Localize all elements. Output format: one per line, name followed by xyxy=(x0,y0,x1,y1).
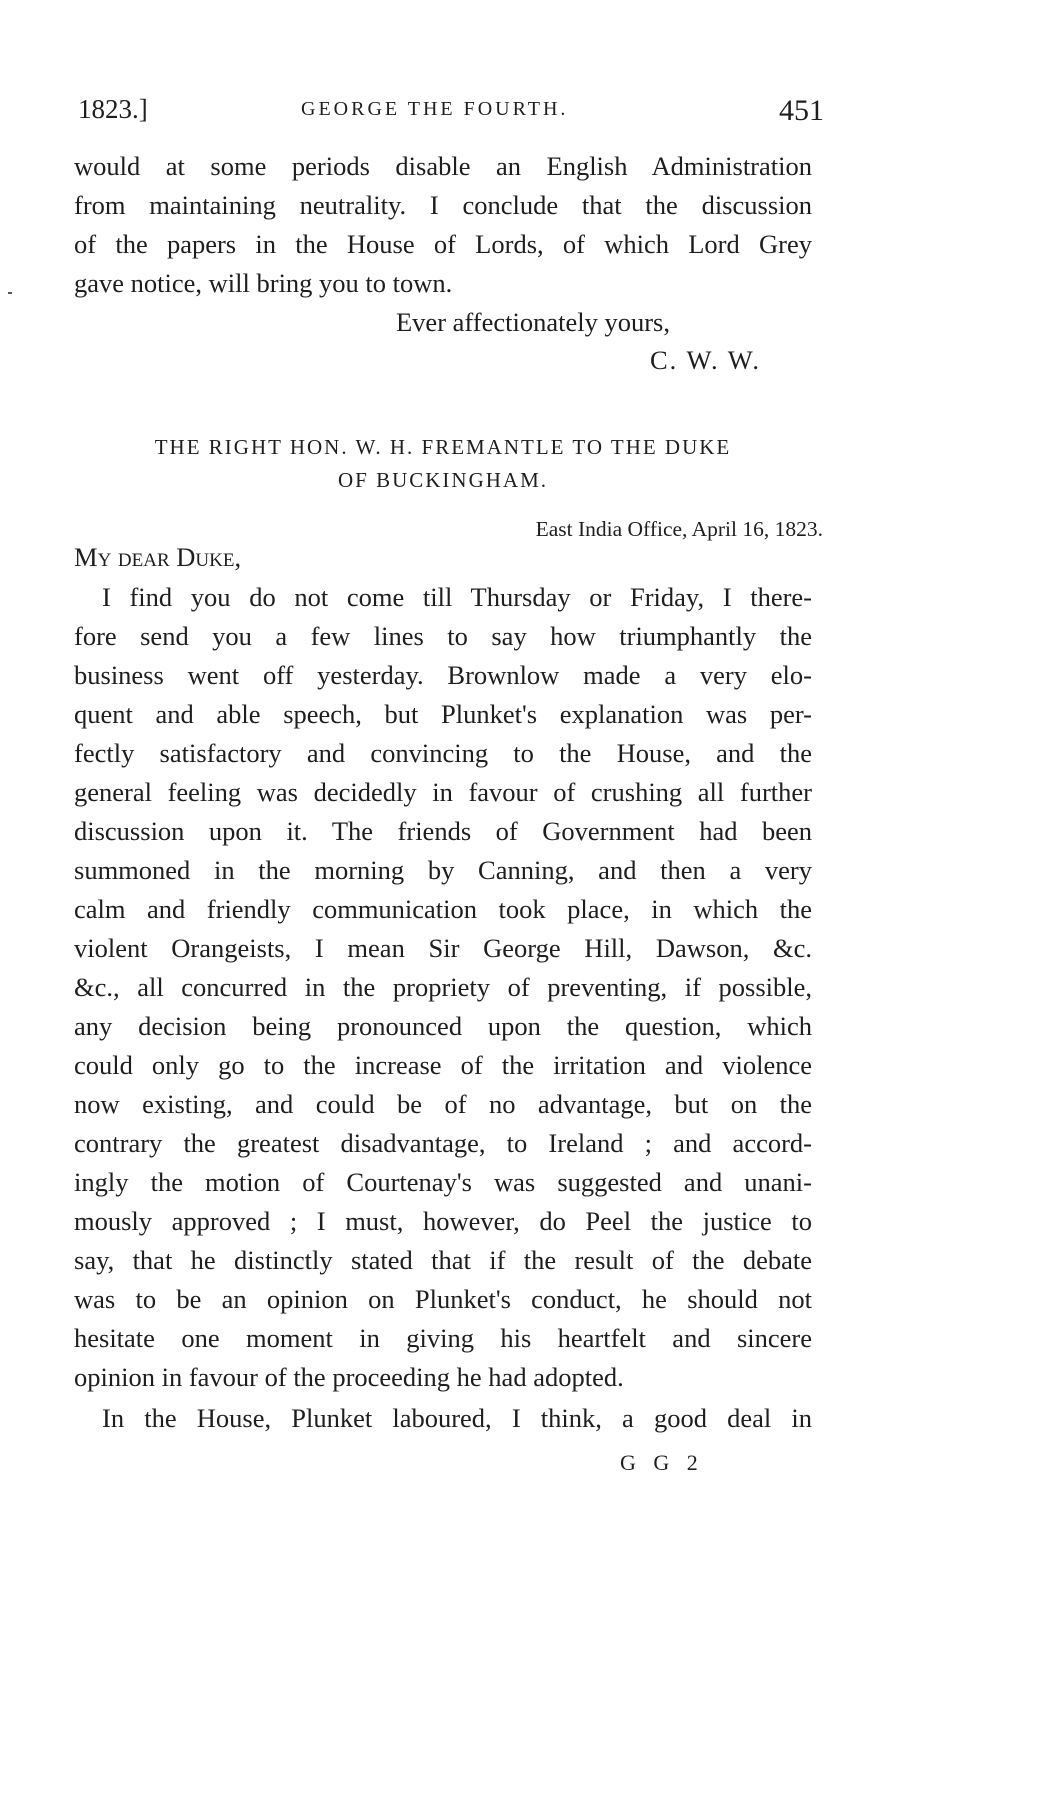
text-line: calm and friendly communication took place, in which the xyxy=(74,894,812,924)
text-line: I find you do not come till Thursday or Friday, I there- xyxy=(102,582,812,612)
page-number: 451 xyxy=(779,94,824,127)
text-line: could only go to the increase of the irritation and violence xyxy=(74,1050,812,1080)
text-line: business went off yesterday. Brownlow made a very elo- xyxy=(74,660,812,690)
text-line: discussion upon it. The friends of Government had been xyxy=(74,816,812,846)
text-line: opinion in favour of the proceeding he had adopted. xyxy=(74,1362,624,1392)
header-year: 1823.] xyxy=(78,94,148,124)
text-line: general feeling was decidedly in favour of crushing all further xyxy=(74,777,812,807)
text-line: fore send you a few lines to say how triumphantly the xyxy=(74,621,812,651)
letter-closing: Ever affectionately yours, xyxy=(396,307,670,337)
text-line: hesitate one moment in giving his heartfelt and sincere xyxy=(74,1323,812,1353)
text-line: was to be an opinion on Plunket's conduct, he should not xyxy=(74,1284,812,1314)
text-line: quent and able speech, but Plunket's explanation was per- xyxy=(74,699,812,729)
letter-signature: C. W. W. xyxy=(650,345,762,375)
text-line: &c., all concurred in the propriety of preventing, if possible, xyxy=(74,972,812,1002)
text-line: violent Orangeists, I mean Sir George Hill, Dawson, &c. xyxy=(74,933,812,963)
printer-signature-mark: G G 2 xyxy=(620,1450,704,1475)
text-line: ingly the motion of Courtenay's was suggested and unani- xyxy=(74,1167,812,1197)
text-line: contrary the greatest disadvantage, to Ireland ; and accord- xyxy=(74,1128,812,1158)
text-line: now existing, and could be of no advantage, but on the xyxy=(74,1089,812,1119)
ink-speck xyxy=(8,292,12,294)
text-line: say, that he distinctly stated that if the result of the debate xyxy=(74,1245,812,1275)
text-line: of the papers in the House of Lords, of which Lord Grey xyxy=(74,229,812,259)
text-line: any decision being pronounced upon the question, which xyxy=(74,1011,812,1041)
letter-heading-line-2: OF BUCKINGHAM. xyxy=(337,468,549,492)
text-line: from maintaining neutrality. I conclude that the discussion xyxy=(74,190,812,220)
text-line: would at some periods disable an English Administration xyxy=(74,151,812,181)
text-line: summoned in the morning by Canning, and then a very xyxy=(74,855,812,885)
page-header xyxy=(78,94,824,134)
text-line: fectly satisfactory and convincing to the House, and the xyxy=(74,738,812,768)
text-line: gave notice, will bring you to town. xyxy=(74,268,453,298)
text-line: mously approved ; I must, however, do Peel the justice to xyxy=(74,1206,812,1236)
letter-dateline: East India Office, April 16, 1823. xyxy=(535,517,823,541)
text-line: In the House, Plunket laboured, I think, a good deal in xyxy=(102,1403,812,1433)
running-title: GEORGE THE FOURTH. xyxy=(301,98,569,120)
letter-heading-line-1: THE RIGHT HON. W. H. FREMANTLE TO THE DUKE xyxy=(154,435,732,459)
letter-salutation: My dear Duke, xyxy=(74,542,242,572)
